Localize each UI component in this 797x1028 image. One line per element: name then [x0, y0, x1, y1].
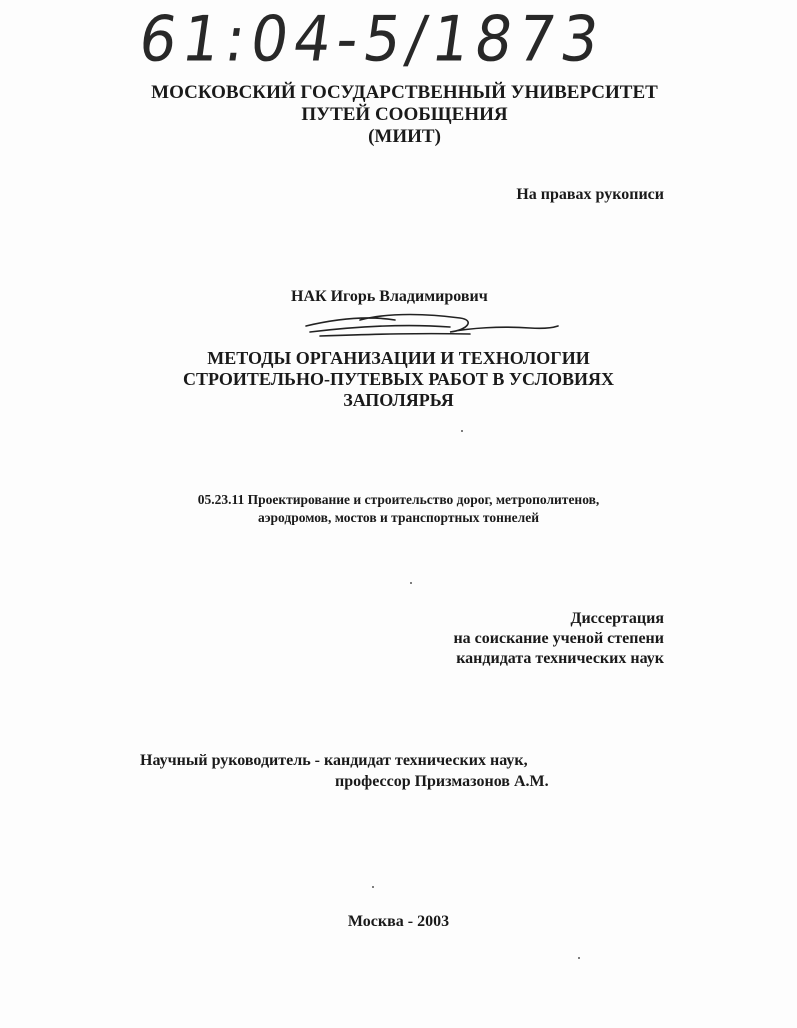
scan-speck [372, 886, 374, 888]
signature-scribble [300, 306, 560, 346]
archive-stamp-handwritten [134, 2, 610, 84]
university-line-1: МОСКОВСКИЙ ГОСУДАРСТВЕННЫЙ УНИВЕРСИТЕТ [151, 82, 658, 103]
thesis-line-1: Диссертация [570, 610, 664, 627]
dissertation-title [0, 348, 797, 411]
advisor-line-1: Научный руководитель - кандидат технических наук, [140, 752, 528, 769]
author-name: НАК Игорь Владимирович [291, 288, 488, 305]
scan-speck [578, 957, 580, 959]
title-line-1: МЕТОДЫ ОРГАНИЗАЦИИ И ТЕХНОЛОГИИ [207, 348, 590, 368]
university-name [6, 82, 797, 148]
title-line-2: СТРОИТЕЛЬНО-ПУТЕВЫХ РАБОТ В УСЛОВИЯХ [182, 369, 615, 389]
thesis-line-2: на соискание ученой степени [453, 630, 664, 647]
advisor-line-2: профессор Призмазонов А.М. [335, 773, 549, 790]
thesis-degree [453, 609, 664, 669]
city-year: Москва - 2003 [347, 913, 450, 930]
archive-stamp-text: 61:04-5/1873 [134, 2, 610, 76]
scan-speck [410, 582, 412, 584]
specialty-code [0, 491, 797, 527]
specialty-line-2: аэродромов, мостов и транспортных тоннелей [257, 510, 540, 525]
university-line-3: (МИИТ) [368, 126, 441, 147]
title-line-3: ЗАПОЛЯРЬЯ [343, 390, 454, 410]
manuscript-rights: На правах рукописи [516, 186, 664, 203]
thesis-line-3: кандидата технических наук [456, 650, 664, 667]
scan-speck [461, 430, 463, 432]
university-line-2: ПУТЕЙ СООБЩЕНИЯ [301, 104, 508, 125]
specialty-line-1: 05.23.11 Проектирование и строительство дорог, метрополитенов, [197, 492, 600, 507]
